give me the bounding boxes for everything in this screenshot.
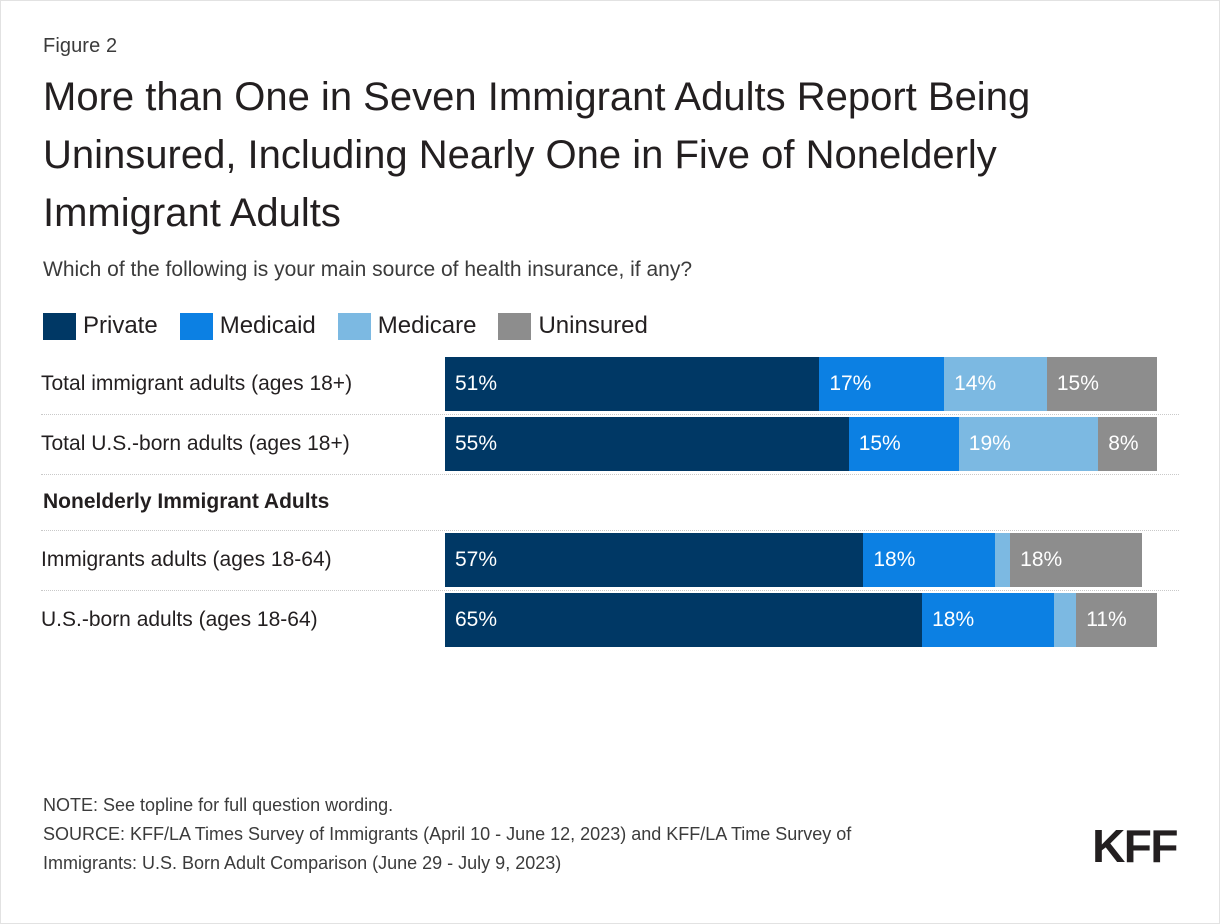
chart-row	[41, 530, 1179, 590]
bar-segment-medicaid	[849, 417, 959, 471]
bar-segment-value: 57%	[455, 548, 498, 571]
bar-segment-value: 15%	[858, 432, 901, 455]
legend-label-medicare: Medicare	[377, 312, 477, 339]
row-bars	[445, 357, 1179, 411]
bar-segment-value: 18%	[1020, 548, 1063, 571]
bar-segment-uninsured	[1076, 593, 1157, 647]
note-text: NOTE: See topline for full question wording.	[43, 795, 394, 816]
bar-segment-value: 51%	[455, 372, 498, 395]
legend-label-uninsured: Uninsured	[538, 312, 648, 339]
bar-segment-value: 14%	[954, 372, 997, 395]
page-title: More than One in Seven Immigrant Adults Report Being Uninsured, Including Nearly One in Five of Nonelderly Immigrant Adults	[43, 75, 1031, 235]
bar-segment-value: 11%	[1086, 608, 1127, 631]
bar-segment-medicare	[1054, 593, 1076, 647]
bar-segment-value: 65%	[455, 608, 498, 631]
bar-segment-uninsured	[1010, 533, 1142, 587]
legend-label-medicaid: Medicaid	[219, 312, 316, 339]
legend-label-private: Private	[83, 312, 158, 339]
source-text-line2: Immigrants: U.S. Born Adult Comparison (June 29 - July 9, 2023)	[43, 853, 562, 874]
bar-segment-medicare	[959, 417, 1098, 471]
bar-segment-medicaid	[922, 593, 1054, 647]
bar-segment-private	[445, 593, 922, 647]
bar-segment-uninsured	[1098, 417, 1157, 471]
bar-segment-medicare	[995, 533, 1010, 587]
kff-logo: KFF	[1092, 820, 1177, 872]
bar-segment-value: 19%	[968, 432, 1011, 455]
legend-swatch-uninsured	[498, 313, 531, 340]
chart-row	[41, 414, 1179, 474]
legend-item-uninsured	[498, 312, 647, 340]
bar-segment-medicare	[944, 357, 1047, 411]
bar-segment-medicaid	[819, 357, 944, 411]
legend-swatch-medicaid	[180, 313, 213, 340]
legend-item-medicaid	[180, 312, 316, 340]
bar-segment-value: 17%	[829, 372, 872, 395]
chart-legend	[43, 312, 1179, 340]
bar-segment-value: 18%	[932, 608, 975, 631]
legend-item-private	[43, 312, 158, 340]
row-bars	[445, 533, 1179, 587]
chart-subtitle: Which of the following is your main source of health insurance, if any?	[43, 258, 693, 281]
source-text-line1: SOURCE: KFF/LA Times Survey of Immigrants (April 10 - June 12, 2023) and KFF/LA Time Survey of	[43, 824, 852, 845]
legend-item-medicare	[338, 312, 477, 340]
bar-segment-private	[445, 533, 863, 587]
chart-row	[41, 354, 1179, 414]
group-heading-nonelderly: Nonelderly Immigrant Adults	[41, 474, 1179, 530]
chart-row	[41, 590, 1179, 650]
legend-swatch-medicare	[338, 313, 371, 340]
figure-footer	[43, 792, 1177, 879]
row-label: Total U.S.-born adults (ages 18+)	[41, 432, 350, 455]
row-label: Total immigrant adults (ages 18+)	[41, 372, 353, 395]
row-bars	[445, 593, 1179, 647]
bar-segment-private	[445, 417, 849, 471]
bar-segment-uninsured	[1047, 357, 1157, 411]
bar-segment-medicaid	[863, 533, 995, 587]
figure-label: Figure 2	[43, 35, 118, 57]
row-label: U.S.-born adults (ages 18-64)	[41, 608, 318, 631]
stacked-bar-chart	[41, 354, 1179, 650]
footer-notes	[43, 792, 851, 879]
row-label: Immigrants adults (ages 18-64)	[41, 548, 332, 571]
bar-segment-value: 8%	[1108, 432, 1139, 455]
legend-swatch-private	[43, 313, 76, 340]
row-bars	[445, 417, 1179, 471]
bar-segment-value: 18%	[873, 548, 916, 571]
bar-segment-value: 15%	[1056, 372, 1099, 395]
bar-segment-private	[445, 357, 819, 411]
bar-segment-value: 55%	[455, 432, 498, 455]
